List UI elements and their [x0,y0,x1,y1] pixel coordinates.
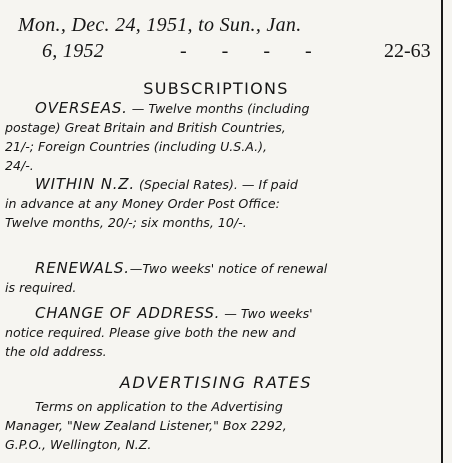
change-of-address-line-1: — Two weeks' [224,306,313,321]
change-of-address-line-2: notice required. Please give both the new and [5,325,296,340]
change-of-address-line-3: the old address. [5,344,107,359]
overseas-line-2: postage) Great Britain and British Countries, [5,120,286,135]
renewals-paragraph [5,259,445,297]
subscriptions-heading: SUBSCRIPTIONS [143,79,289,98]
within-nz-line-2: in advance at any Money Order Post Office: [5,196,280,211]
overseas-lead: OVERSEAS. [35,99,128,117]
overseas-line-1: — Twelve months (including [131,101,310,116]
leader-dashes: - - - - [180,40,312,62]
advertising-line-3: G.P.O., Wellington, N.Z. [5,437,152,452]
advertising-line-2: Manager, "New Zealand Listener," Box 2292, [5,418,287,433]
renewals-line-1: —Two weeks' notice of renewal [129,261,328,276]
change-of-address-lead: CHANGE OF ADDRESS. [35,304,221,322]
overseas-paragraph [5,99,445,175]
advertising-rates-heading: ADVERTISING RATES [119,373,313,392]
within-nz-line-1: (Special Rates). — If paid [138,177,298,192]
advertising-paragraph [5,397,445,454]
issue-date-line-1: Mon., Dec. 24, 1951, to Sun., Jan. [18,14,302,36]
renewals-line-2: is required. [5,280,77,295]
issue-date-line-2: 6, 1952 [42,40,105,62]
overseas-line-3: 21/-; Foreign Countries (including U.S.A.), [5,139,268,154]
renewals-lead: RENEWALS. [35,259,130,277]
within-nz-line-3: Twelve months, 20/-; six months, 10/-. [5,215,247,230]
change-of-address-paragraph [5,304,445,361]
within-nz-paragraph [5,175,445,232]
advertising-line-1: Terms on application to the Advertising [35,399,283,414]
within-nz-lead: WITHIN N.Z. [35,175,135,193]
overseas-line-4: 24/-. [5,158,34,173]
page-range: 22-63 [384,40,431,62]
